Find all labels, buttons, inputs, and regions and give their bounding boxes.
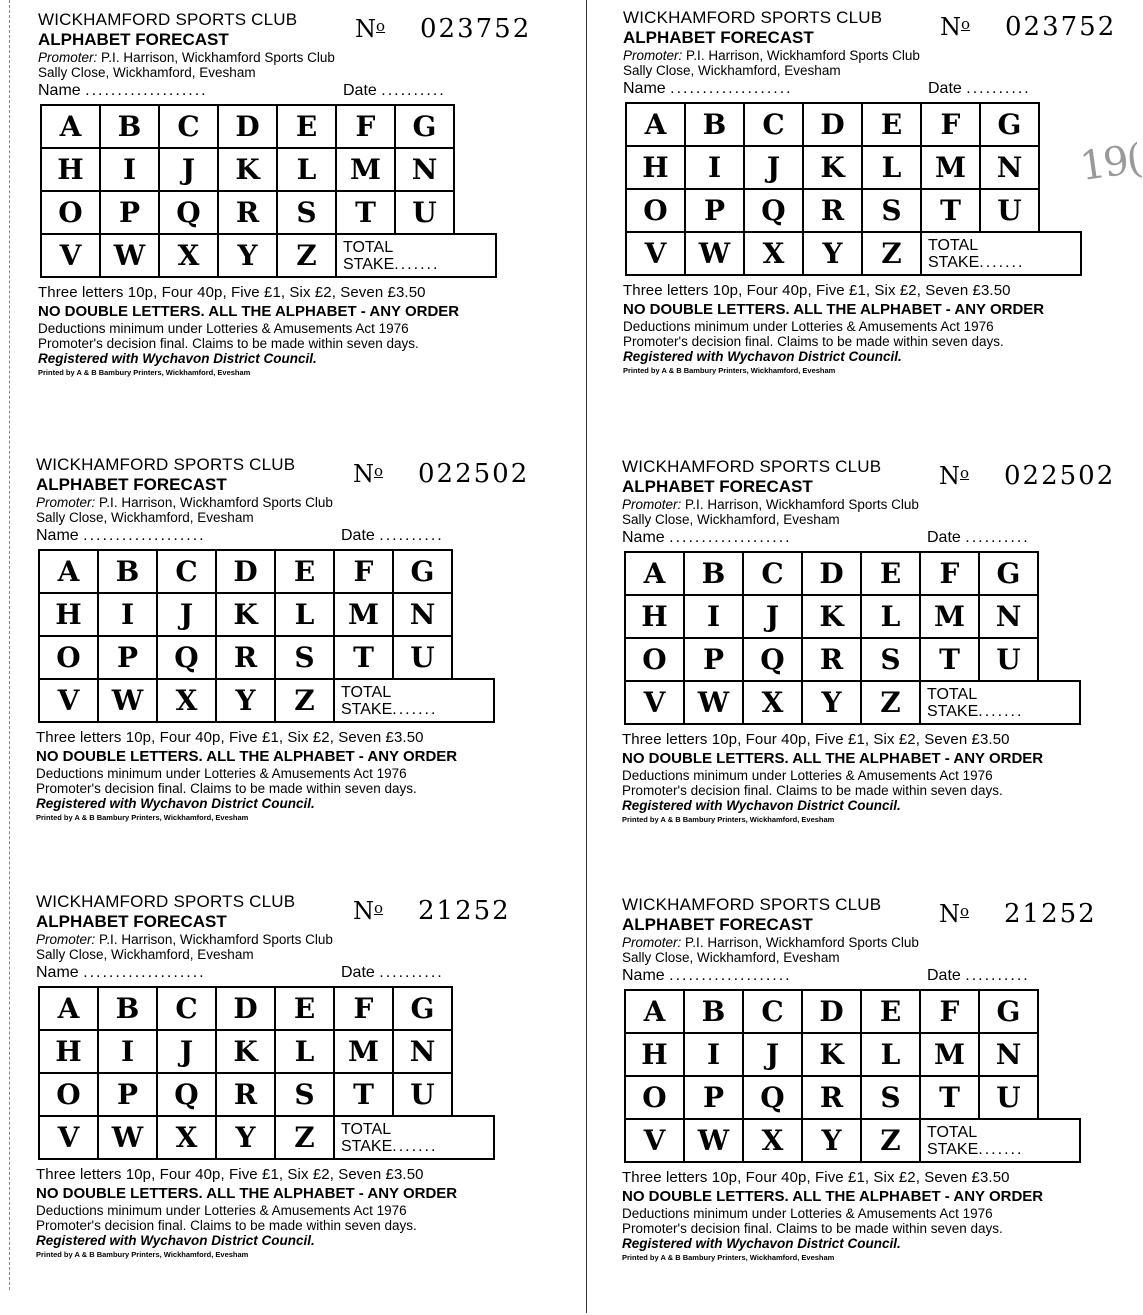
ticket-6 [622,895,1117,1315]
date-field[interactable]: Date .......... [927,529,1030,546]
letter-cell-f[interactable]: F [919,551,980,596]
total-stake-box[interactable] [919,680,1081,725]
decision-note: Promoter's decision final. Claims to be made within seven days. [622,783,1003,798]
letter-cell-i[interactable]: I [684,145,745,190]
name-field[interactable]: Name ................... [622,529,792,546]
letter-cell-u[interactable]: U [979,188,1040,233]
ticket-serial-number: 023752 [1005,12,1117,42]
letter-cell-e[interactable]: E [860,989,921,1034]
letter-cell-f[interactable]: F [335,104,396,149]
promoter-line: Promoter: P.I. Harrison, Wickhamford Sports Club [622,935,919,950]
letter-cell-m[interactable]: M [333,592,394,637]
letter-cell-z[interactable]: Z [860,680,921,725]
promoter-line: Promoter: P.I. Harrison, Wickhamford Sports Club [36,495,333,510]
letter-cell-k[interactable]: K [215,592,276,637]
letter-cell-l[interactable]: L [274,1029,335,1074]
club-name: WICKHAMFORD SPORTS CLUB [623,8,883,27]
letter-cell-y[interactable]: Y [801,1118,862,1163]
letter-cell-r[interactable]: R [217,190,278,235]
ticket-serial-number: 022502 [1004,461,1116,491]
letter-cell-p[interactable]: P [97,1072,158,1117]
letter-cell-b[interactable]: B [684,102,745,147]
letter-cell-d[interactable]: D [801,989,862,1034]
deductions-note: Deductions minimum under Lotteries & Amusements Act 1976 [38,321,409,336]
letter-cell-z[interactable]: Z [861,231,922,276]
decision-note: Promoter's decision final. Claims to be made within seven days. [622,1221,1003,1236]
total-stake-box[interactable] [333,1115,495,1160]
letter-cell-a[interactable]: A [625,102,686,147]
letter-cell-e[interactable]: E [860,551,921,596]
name-field[interactable]: Name ................... [38,82,208,99]
letter-cell-q[interactable]: Q [156,635,217,680]
letter-cell-f[interactable]: F [920,102,981,147]
ticket-2 [623,8,1118,428]
ticket-1 [38,10,533,430]
game-title: ALPHABET FORECAST [38,30,229,49]
ticket-serial-number: 21252 [418,896,511,926]
registration-note: Registered with Wychavon District Council. [622,1236,901,1251]
printer-credit: Printed by A & B Bambury Printers, Wickhamford, Evesham [38,368,251,377]
stake-label: STAKE....... [927,1141,1024,1158]
letter-cell-l[interactable]: L [860,1032,921,1077]
center-perforation [586,0,587,1313]
game-title: ALPHABET FORECAST [622,477,813,496]
price-schedule: Three letters 10p, Four 40p, Five £1, Six £2, Seven £3.50 [622,1169,1010,1186]
date-field[interactable]: Date .......... [927,967,1030,984]
date-field[interactable]: Date .......... [928,80,1031,97]
letter-cell-i[interactable]: I [683,1032,744,1077]
total-label: TOTAL [928,237,979,254]
total-label: TOTAL [927,1124,978,1141]
letter-cell-h[interactable]: H [40,147,101,192]
price-schedule: Three letters 10p, Four 40p, Five £1, Six £2, Seven £3.50 [36,1166,424,1183]
date-field[interactable]: Date .......... [343,82,446,99]
letter-cell-b[interactable]: B [683,551,744,596]
letter-cell-h[interactable]: H [38,592,99,637]
letter-cell-t[interactable]: T [919,1075,980,1120]
letter-cell-l[interactable]: L [860,594,921,639]
letter-cell-a[interactable]: A [624,551,685,596]
letter-cell-p[interactable]: P [99,190,160,235]
letter-cell-b[interactable]: B [683,989,744,1034]
letter-cell-x[interactable]: X [743,231,804,276]
stake-label: STAKE....... [341,1138,438,1155]
letter-cell-x[interactable]: X [742,680,803,725]
registration-note: Registered with Wychavon District Council. [36,1233,315,1248]
club-name: WICKHAMFORD SPORTS CLUB [38,10,298,29]
promoter-address: Sally Close, Wickhamford, Evesham [622,950,840,965]
decision-note: Promoter's decision final. Claims to be made within seven days. [623,334,1004,349]
letter-cell-t[interactable]: T [920,188,981,233]
letter-cell-v[interactable]: V [624,680,685,725]
handwritten-margin-note: 19( [1077,136,1143,190]
club-name: WICKHAMFORD SPORTS CLUB [622,895,882,914]
letter-cell-o[interactable]: O [38,1072,99,1117]
game-title: ALPHABET FORECAST [622,915,813,934]
letter-cell-f[interactable]: F [919,989,980,1034]
letter-cell-x[interactable]: X [156,678,217,723]
letter-cell-o[interactable]: O [625,188,686,233]
letter-cell-t[interactable]: T [919,637,980,682]
name-field[interactable]: Name ................... [623,80,793,97]
ticket-serial-number: 022502 [418,459,530,489]
letter-cell-m[interactable]: M [919,1032,980,1077]
promoter-address: Sally Close, Wickhamford, Evesham [36,510,254,525]
letter-cell-g[interactable]: G [392,986,453,1031]
stake-label: STAKE....... [928,254,1025,271]
letter-cell-p[interactable]: P [683,1075,744,1120]
price-schedule: Three letters 10p, Four 40p, Five £1, Six £2, Seven £3.50 [622,731,1010,748]
total-stake-box[interactable] [919,1118,1081,1163]
letter-cell-z[interactable]: Z [274,1115,335,1160]
letter-cell-g[interactable]: G [978,989,1039,1034]
letter-cell-q[interactable]: Q [742,1075,803,1120]
letter-cell-x[interactable]: X [742,1118,803,1163]
price-schedule: Three letters 10p, Four 40p, Five £1, Six £2, Seven £3.50 [36,729,424,746]
number-sign: $N^o$ [939,462,970,490]
total-label: TOTAL [343,239,394,256]
total-stake-box[interactable] [920,231,1082,276]
letter-cell-s[interactable]: S [274,1072,335,1117]
deductions-note: Deductions minimum under Lotteries & Amusements Act 1976 [622,1206,993,1221]
promoter-line: Promoter: P.I. Harrison, Wickhamford Sports Club [36,932,333,947]
letter-cell-l[interactable]: L [274,592,335,637]
number-sign: $N^o$ [353,460,384,488]
stake-label: STAKE....... [343,256,440,273]
printer-credit: Printed by A & B Bambury Printers, Wickhamford, Evesham [622,815,835,824]
letter-cell-j[interactable]: J [743,145,804,190]
deductions-note: Deductions minimum under Lotteries & Amusements Act 1976 [36,766,407,781]
number-sign: $N^o$ [355,15,386,43]
letter-cell-c[interactable]: C [743,102,804,147]
letter-cell-h[interactable]: H [624,1032,685,1077]
date-field[interactable]: Date .......... [341,964,444,981]
letter-cell-y[interactable]: Y [215,1115,276,1160]
letter-cell-u[interactable]: U [392,1072,453,1117]
letter-cell-w[interactable]: W [97,678,158,723]
letter-cell-n[interactable]: N [394,147,455,192]
club-name: WICKHAMFORD SPORTS CLUB [36,455,296,474]
letter-cell-j[interactable]: J [158,147,219,192]
letter-cell-t[interactable]: T [333,1072,394,1117]
game-title: ALPHABET FORECAST [623,28,814,47]
letter-cell-s[interactable]: S [274,635,335,680]
promoter-line: Promoter: P.I. Harrison, Wickhamford Sports Club [622,497,919,512]
letter-cell-d[interactable]: D [217,104,278,149]
letter-cell-p[interactable]: P [684,188,745,233]
letter-cell-j[interactable]: J [156,592,217,637]
letter-cell-i[interactable]: I [683,594,744,639]
letter-cell-t[interactable]: T [333,635,394,680]
number-sign: $N^o$ [939,900,970,928]
registration-note: Registered with Wychavon District Council. [623,349,902,364]
game-title: ALPHABET FORECAST [36,475,227,494]
letter-cell-q[interactable]: Q [743,188,804,233]
letter-cell-y[interactable]: Y [217,233,278,278]
letter-cell-s[interactable]: S [861,188,922,233]
club-name: WICKHAMFORD SPORTS CLUB [36,892,296,911]
letter-cell-n[interactable]: N [979,145,1040,190]
letter-cell-e[interactable]: E [276,104,337,149]
stake-label: STAKE....... [927,703,1024,720]
name-field[interactable]: Name ................... [36,964,206,981]
letter-cell-c[interactable]: C [742,551,803,596]
letter-cell-u[interactable]: U [392,635,453,680]
game-title: ALPHABET FORECAST [36,912,227,931]
letter-cell-d[interactable]: D [802,102,863,147]
letter-cell-h[interactable]: H [38,1029,99,1074]
letter-cell-r[interactable]: R [801,637,862,682]
letter-cell-m[interactable]: M [335,147,396,192]
letter-cell-k[interactable]: K [801,594,862,639]
letter-cell-r[interactable]: R [802,188,863,233]
name-field[interactable]: Name ................... [36,527,206,544]
letter-cell-w[interactable]: W [97,1115,158,1160]
letter-cell-z[interactable]: Z [274,678,335,723]
decision-note: Promoter's decision final. Claims to be made within seven days. [36,1218,417,1233]
letter-cell-o[interactable]: O [624,637,685,682]
ticket-serial-number: 21252 [1004,899,1097,929]
letter-cell-b[interactable]: B [97,549,158,594]
letter-cell-a[interactable]: A [624,989,685,1034]
letter-cell-s[interactable]: S [860,637,921,682]
ticket-3 [36,455,531,875]
letter-cell-d[interactable]: D [215,549,276,594]
registration-note: Registered with Wychavon District Council. [622,798,901,813]
letter-cell-c[interactable]: C [158,104,219,149]
deductions-note: Deductions minimum under Lotteries & Amusements Act 1976 [622,768,993,783]
letter-cell-g[interactable]: G [978,551,1039,596]
letter-cell-q[interactable]: Q [156,1072,217,1117]
registration-note: Registered with Wychavon District Council. [38,351,317,366]
letter-cell-h[interactable]: H [625,145,686,190]
letter-cell-v[interactable]: V [624,1118,685,1163]
letter-cell-l[interactable]: L [276,147,337,192]
letter-cell-t[interactable]: T [335,190,396,235]
price-schedule: Three letters 10p, Four 40p, Five £1, Six £2, Seven £3.50 [38,284,426,301]
letter-cell-a[interactable]: A [38,986,99,1031]
deductions-note: Deductions minimum under Lotteries & Amusements Act 1976 [36,1203,407,1218]
letter-cell-k[interactable]: K [217,147,278,192]
date-field[interactable]: Date .......... [341,527,444,544]
total-label: TOTAL [927,686,978,703]
letter-cell-z[interactable]: Z [860,1118,921,1163]
letter-cell-m[interactable]: M [920,145,981,190]
ticket-5 [36,892,531,1312]
letter-cell-p[interactable]: P [683,637,744,682]
letter-cell-u[interactable]: U [394,190,455,235]
letter-cell-w[interactable]: W [684,231,745,276]
letter-cell-g[interactable]: G [394,104,455,149]
letter-cell-d[interactable]: D [801,551,862,596]
letter-cell-w[interactable]: W [683,1118,744,1163]
total-label: TOTAL [341,684,392,701]
promoter-address: Sally Close, Wickhamford, Evesham [38,65,256,80]
registration-note: Registered with Wychavon District Council. [36,796,315,811]
letter-cell-v[interactable]: V [38,1115,99,1160]
letter-cell-u[interactable]: U [978,1075,1039,1120]
letter-cell-c[interactable]: C [156,549,217,594]
letter-cell-i[interactable]: I [97,1029,158,1074]
letter-cell-w[interactable]: W [683,680,744,725]
letter-cell-n[interactable]: N [392,1029,453,1074]
number-sign: $N^o$ [940,13,971,41]
club-name: WICKHAMFORD SPORTS CLUB [622,457,882,476]
rules-headline: NO DOUBLE LETTERS. ALL THE ALPHABET - ANY ORDER [622,750,1044,767]
letter-cell-m[interactable]: M [919,594,980,639]
total-label: TOTAL [341,1121,392,1138]
letter-cell-l[interactable]: L [861,145,922,190]
total-stake-box[interactable] [333,678,495,723]
promoter-line: Promoter: P.I. Harrison, Wickhamford Sports Club [623,48,920,63]
letter-cell-e[interactable]: E [274,986,335,1031]
letter-cell-g[interactable]: G [979,102,1040,147]
ticket-serial-number: 023752 [420,14,532,44]
price-schedule: Three letters 10p, Four 40p, Five £1, Six £2, Seven £3.50 [623,282,1011,299]
letter-cell-e[interactable]: E [861,102,922,147]
total-stake-box[interactable] [335,233,497,278]
letter-cell-a[interactable]: A [40,104,101,149]
letter-cell-v[interactable]: V [38,678,99,723]
stake-label: STAKE....... [341,701,438,718]
letter-cell-k[interactable]: K [802,145,863,190]
letter-cell-a[interactable]: A [38,549,99,594]
letter-cell-f[interactable]: F [333,549,394,594]
letter-cell-w[interactable]: W [99,233,160,278]
rules-headline: NO DOUBLE LETTERS. ALL THE ALPHABET - ANY ORDER [622,1188,1044,1205]
letter-cell-m[interactable]: M [333,1029,394,1074]
letter-cell-g[interactable]: G [392,549,453,594]
letter-cell-k[interactable]: K [801,1032,862,1077]
rules-headline: NO DOUBLE LETTERS. ALL THE ALPHABET - ANY ORDER [36,1185,458,1202]
letter-cell-u[interactable]: U [978,637,1039,682]
printer-credit: Printed by A & B Bambury Printers, Wickhamford, Evesham [622,1253,835,1262]
name-field[interactable]: Name ................... [622,967,792,984]
rules-headline: NO DOUBLE LETTERS. ALL THE ALPHABET - ANY ORDER [36,748,458,765]
letter-cell-o[interactable]: O [38,635,99,680]
letter-cell-r[interactable]: R [215,1072,276,1117]
letter-cell-e[interactable]: E [274,549,335,594]
number-sign: $N^o$ [353,897,384,925]
letter-cell-j[interactable]: J [156,1029,217,1074]
letter-cell-x[interactable]: X [156,1115,217,1160]
decision-note: Promoter's decision final. Claims to be made within seven days. [36,781,417,796]
letter-cell-n[interactable]: N [978,594,1039,639]
promoter-address: Sally Close, Wickhamford, Evesham [36,947,254,962]
letter-cell-y[interactable]: Y [215,678,276,723]
letter-cell-j[interactable]: J [742,1032,803,1077]
left-perforation [9,0,10,1290]
letter-cell-z[interactable]: Z [276,233,337,278]
letter-cell-d[interactable]: D [215,986,276,1031]
letter-cell-r[interactable]: R [801,1075,862,1120]
letter-cell-r[interactable]: R [215,635,276,680]
letter-cell-k[interactable]: K [215,1029,276,1074]
letter-cell-q[interactable]: Q [742,637,803,682]
letter-cell-y[interactable]: Y [802,231,863,276]
letter-cell-b[interactable]: B [97,986,158,1031]
printer-credit: Printed by A & B Bambury Printers, Wickhamford, Evesham [623,366,836,375]
letter-cell-f[interactable]: F [333,986,394,1031]
letter-cell-b[interactable]: B [99,104,160,149]
letter-cell-h[interactable]: H [624,594,685,639]
decision-note: Promoter's decision final. Claims to be made within seven days. [38,336,419,351]
letter-cell-v[interactable]: V [625,231,686,276]
letter-cell-i[interactable]: I [99,147,160,192]
printer-credit: Printed by A & B Bambury Printers, Wickhamford, Evesham [36,813,249,822]
promoter-address: Sally Close, Wickhamford, Evesham [622,512,840,527]
letter-cell-p[interactable]: P [97,635,158,680]
promoter-address: Sally Close, Wickhamford, Evesham [623,63,841,78]
letter-cell-x[interactable]: X [158,233,219,278]
letter-cell-q[interactable]: Q [158,190,219,235]
letter-cell-n[interactable]: N [978,1032,1039,1077]
rules-headline: NO DOUBLE LETTERS. ALL THE ALPHABET - ANY ORDER [623,301,1045,318]
ticket-4 [622,457,1117,877]
deductions-note: Deductions minimum under Lotteries & Amusements Act 1976 [623,319,994,334]
letter-cell-n[interactable]: N [392,592,453,637]
letter-cell-o[interactable]: O [624,1075,685,1120]
letter-cell-y[interactable]: Y [801,680,862,725]
letter-cell-i[interactable]: I [97,592,158,637]
letter-cell-c[interactable]: C [742,989,803,1034]
letter-cell-s[interactable]: S [276,190,337,235]
letter-cell-j[interactable]: J [742,594,803,639]
letter-cell-v[interactable]: V [40,233,101,278]
letter-cell-c[interactable]: C [156,986,217,1031]
printer-credit: Printed by A & B Bambury Printers, Wickhamford, Evesham [36,1250,249,1259]
rules-headline: NO DOUBLE LETTERS. ALL THE ALPHABET - ANY ORDER [38,303,460,320]
letter-cell-s[interactable]: S [860,1075,921,1120]
letter-cell-o[interactable]: O [40,190,101,235]
promoter-line: Promoter: P.I. Harrison, Wickhamford Sports Club [38,50,335,65]
